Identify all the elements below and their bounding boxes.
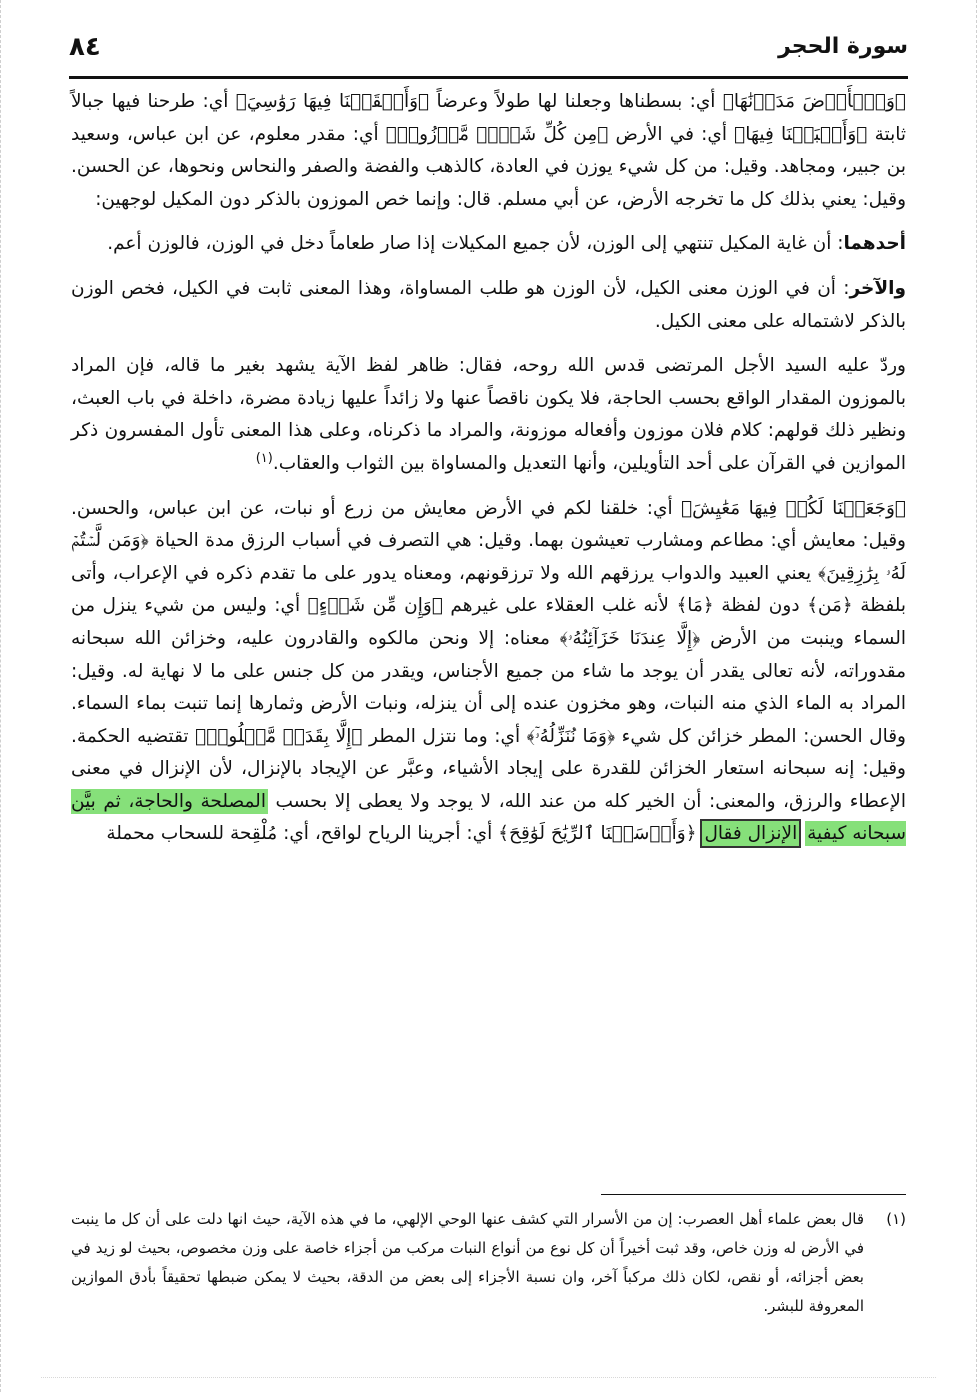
lead-word: والآخر [849,277,906,299]
commentary-text: تقتضيه الحكمة. وقيل: إنه سبحانه استعار الخزائن للقدرة على إيجاد الأشياء، وعبَّر عن الإيجاد بالإنزال، لأن الإنزال في معنى الإعطاء والرزق، والمعنى: أن الخير كله من عند الله، لا يوجد ولا يعطى إلا بحسب [71,725,906,812]
commentary-text: دون لفظة [713,595,808,617]
paragraph-4 [71,350,906,480]
quran-verse: ﴿مَا﴾ [676,595,714,617]
quran-verse: ﴿وَمَن لَّسۡتُمۡ لَهُۥ بِرَٰزِقِينَ﴾ [71,530,907,584]
quran-verse: ﴿وَإِن مِّن شَيۡءٍ﴾ [307,595,443,617]
quran-verse: ﴿وَأَرۡسَلۡنَا ٱلرِّيَٰحَ لَوَٰقِحَ﴾ [498,823,697,845]
page-bottom-edge [41,1377,936,1378]
quran-verse: ﴿وَأَلۡقَيۡنَا فِيهَا رَوَٰسِيَ﴾ [235,91,430,112]
commentary-text: وردّ عليه السيد الأجل المرتضى قدس الله روحه، فقال: ظاهر لفظ الآية يشهد بغير ما قاله، فإن المراد بالموزون المقدار الواقع بحسب الحاجة، فلا يكون ناقصاً عنها ولا زائداً عليها زيادة مضرة، داخلة في باب العبث، ونظير ذلك قولهم: كلام فلان موزون وأفعاله موزونة، والمراد ما ذكرناه، وعلى هذا المعنى تأول المفسرون ذكر الموازين في القرآن على أحد التأويلين، وأنها التعديل والمساواة بين الثواب والعقاب. [71,355,906,474]
commentary-text: يعني العبيد والدواب يرزقهم الله ولا ترزقونهم، ومعناه يدور على ما تقدم ذكره في الإعراب، وأتى بلفظة [71,562,906,617]
quran-verse: ﴿وَمَا نُنَزِّلُهُۥٓ﴾ [526,725,616,747]
footnote-number: (١) [886,1210,906,1228]
paragraph-5 [71,493,906,852]
footnote-divider [601,1194,906,1195]
header-divider [69,76,908,79]
commentary-text: لأنه غلب العقلاء على غيرهم [442,595,677,617]
page-number: ٨٤ [69,32,101,62]
quran-verse: ﴿إِلَّا عِندَنَا خَزَآئِنُهُۥ﴾ [559,627,701,649]
commentary-text: أي: وما نتزل المطر [362,725,527,747]
commentary-text: معناه: إلا ونحن مالكوه والقادرون عليه، وخزائن الله سبحانه مقدوراته، لأنه تعالى يقدر أن يوجد ما شاء من جميع الأجناس، ويقدر من كل جنس على ما لا نهاية له. وقيل: المراد به الماء الذي منه النبات، وهو مخزون عنده إلى أن ينزله، ونبات الأرض وثمارها إنما تنبت بماء السماء. وقال الحسن: المطر خزائن كل شيء [71,627,906,747]
commentary-text: أي: أجرينا الرياح لواقح، أي: مُلْقِحة للسحاب محملة [106,823,499,845]
footnote-text: قال بعض علماء أهل العصرب: إن من الأسرار التي كشف عنها الوحي الإلهي، ما في هذه الآية، حيث انها دلت على أن كل ما ينبت في الأرض له وزن خاص، وقد ثبت أخيراً أن كل نوع من أنواع النبات مركب من أجزاء خاصة على وزن مخصوص، بحيث لو زيد في بعض أجزائه، أو نقص، لكان ذلك مركباً آخر، وان نسبة الأجزاء إلى بعض من الدقة، بحيث لا يمكن ضبطها تحقيقاً بأدق الموازين المعروفة للبشر. [71,1210,864,1315]
commentary-text: أي: وليس من شيء ينزل من السماء وينبت من الأرض [71,595,906,649]
footnotes-section [71,1205,906,1321]
highlighted-text[interactable]: المصلحة والحاجة، ثم بيَّن سبحانه كيفية [71,790,906,845]
highlighted-text-boxed[interactable]: الإنزال فقال [704,823,798,845]
footnote-item [71,1205,906,1321]
lead-word: أحدهما [843,233,906,255]
commentary-text: : أن في الوزن معنى الكيل، لأن الوزن هو طلب المساواة، وهذا المعنى ثابت في الكيل، فخص الوزن بالذكر لاشتماله على معنى الكيل. [71,277,906,332]
paragraph-1 [71,86,906,216]
page-header [69,30,908,70]
quran-verse: ﴿إِلَّا بِقَدَرٖ مَّعۡلُومٖ﴾ [195,725,363,747]
quran-verse: ﴿وَأَنۢبَتۡنَا فِيهَا﴾ [734,123,868,145]
quran-verse: ﴿وَجَعَلۡنَا لَكُمۡ فِيهَا مَعَٰيِشَ﴾ [681,497,906,519]
main-text [71,86,906,863]
commentary-text: : أن غاية المكيل تنتهي إلى الوزن، لأن جميع المكيلات إذا صار طعاماً دخل في الوزن، فالوزن أعم. [107,233,844,255]
paragraph-3 [71,273,906,338]
commentary-text: أي: في الأرض [608,123,735,145]
commentary-text: أي: بسطناها وجعلنا لها طولاً وعرضاً [429,91,723,112]
surah-title: سورة الحجر [778,34,908,59]
commentary-text: أي: مقدر معلوم، عن ابن عباس، وسعيد بن جبير، ومجاهد. وقيل: من كل شيء يوزن في العادة، كالذهب والفضة والصفر والنحاس ونحوها، عن الحسن. وقيل: يعني بذلك كل ما تخرجه الأرض، عن أبي مسلم. قال: وإنما خص الموزون بالذكر دون المكيل لوجهين: [71,123,906,210]
paragraph-2 [71,228,906,261]
commentary-text: أي: طرحنا فيها جبالاً ثابتة [71,91,907,145]
quran-verse: ﴿مِن كُلِّ شَيۡءٖ مَّوۡزُونٖ﴾ [385,123,609,145]
quran-verse: ﴿مَن﴾ [807,595,853,617]
commentary-text: أي: خلقنا لكم في الأرض معايش من زرع أو نبات، عن ابن عباس، والحسن. وقيل: معايش أي: مطاعم ومشارب تعيشون بهما. وقيل: هي التصرف في أسباب الرزق مدة الحياة [71,497,906,552]
quran-verse: ﴿وَٱلۡأَرۡضَ مَدَدۡنَٰهَا﴾ [722,91,906,112]
footnote-reference[interactable]: (١) [255,450,273,466]
